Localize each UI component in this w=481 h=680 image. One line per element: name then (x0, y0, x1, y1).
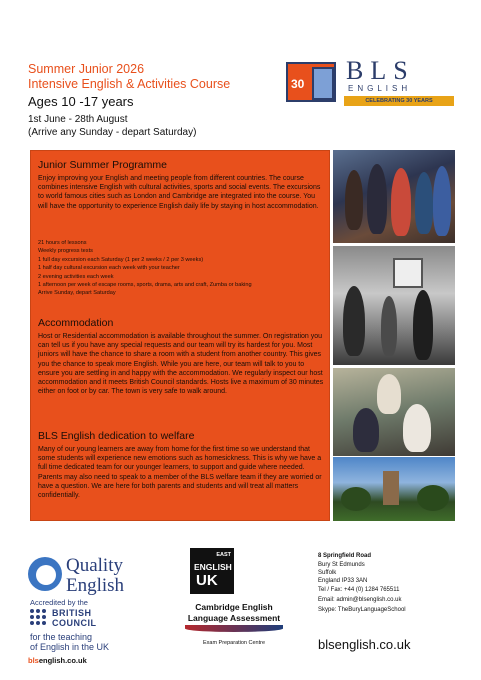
teaching-line2: of English in the UK (30, 642, 110, 652)
bc-line2: COUNCIL (52, 618, 97, 628)
qe-line2: English (66, 575, 125, 596)
footer-url-suffix: english.co.uk (38, 656, 87, 665)
quality-english-logo (28, 555, 158, 595)
students-group-photo (333, 150, 455, 243)
address-line: Bury St Edmunds (318, 562, 365, 568)
accommodation-body: Host or Residential accommodation is available throughout the summer. On registration you can tell us if you have any special requests and our team will try its hardest for you. Most juniors will have the chance to share a room with a student from another country. This gives you the chance to speak more English. While you are here, our team will talk to you to ensure you are settling in and happy with the accommodation. We regularly inspect our host accommodation and it meets British Council standards. Hosts live a maximum of 30 minutes either on foot or by car. The town is very safe to walk around. (38, 333, 324, 396)
website-link[interactable]: blsenglish.co.uk (318, 637, 411, 652)
welfare-body: Many of our young learners are away from home for the first time so we understand that some students will experience new emotions such as homesickness. This is why we have a full time dedicated team for our younger learners, to support and guide where needed. Parents may also need to speak to a member of the BLS welfare team if they are worried or have a question. We are here for both parents and students and will treat all matters confidentially. (38, 446, 322, 500)
cambridge-line1: Cambridge English (195, 602, 273, 612)
list-item: Arrive Sunday, depart Saturday (38, 290, 116, 297)
logo-brand: BLS (346, 56, 415, 85)
contact-address (318, 551, 468, 615)
tower-icon (312, 67, 334, 100)
accredited-label: Accredited by the (30, 598, 88, 607)
course-arrival-note: (Arrive any Sunday - depart Saturday) (28, 127, 197, 138)
cathedral-garden-photo (333, 457, 455, 521)
course-header (28, 62, 278, 139)
address-line: England IP33 3AN (318, 578, 368, 584)
contact-email[interactable]: Email: admin@blsenglish.co.uk (318, 597, 402, 603)
logo-subtitle: ENGLISH (348, 84, 412, 93)
info-panel (30, 150, 330, 521)
list-item: 1 full day excursion each Saturday (1 per 2 weeks / 2 per 3 weeks) (38, 256, 204, 263)
bc-line1: BRITISH (52, 608, 92, 618)
footer-url-prefix: bls (28, 656, 39, 665)
footer-url[interactable] (28, 656, 87, 665)
programme-title: Junior Summer Programme (38, 159, 167, 171)
contact-skype: Skype: TheBuryLanguageSchool (318, 607, 406, 613)
list-item: 1 half day cultural excursion each week with your teacher (38, 265, 180, 272)
euk-region: EAST (216, 552, 231, 558)
british-council-icon (30, 609, 48, 627)
programme-body: Enjoy improving your English and meeting people from different countries. The course combines intensive English with cultural activities, sports and social events. The excursions to world famous cities such as London and Cambridge are integrated into the course. You will have the opportunity to experience English daily life by staying in host accommodation. (38, 175, 321, 210)
logo-emblem (286, 62, 336, 102)
quality-english-icon (28, 557, 62, 591)
list-item: Weekly progress tests (38, 248, 93, 255)
exam-centre-label: Exam Preparation Centre (202, 640, 266, 646)
bls-logo (286, 52, 456, 108)
course-dates: 1st June - 28th August (28, 114, 128, 125)
list-item: 2 evening activities each week (38, 273, 114, 280)
welfare-title: BLS English dedication to welfare (38, 430, 195, 442)
contact-phone: Tel / Fax: +44 (0) 1284 765511 (318, 587, 400, 593)
host-family-photo (333, 368, 455, 456)
course-subtitle: Intensive English & Activities Course (28, 77, 231, 91)
euk-line1: ENGLISH (194, 562, 232, 572)
gallery-visit-photo (333, 246, 455, 365)
programme-bullets (38, 239, 326, 298)
list-item: 21 hours of lessons (38, 240, 87, 246)
accommodation-title: Accommodation (38, 317, 114, 329)
cambridge-swoosh-icon (185, 625, 283, 632)
qe-line1: Quality (66, 555, 123, 576)
logo-number: 30 (291, 77, 305, 91)
course-title: Summer Junior 2026 (28, 62, 145, 76)
address-line: Suffolk (318, 570, 337, 576)
logo-anniversary-band: CELEBRATING 30 YEARS (344, 96, 454, 106)
list-item: 1 afternoon per week of escape rooms, sports, drama, arts and craft, Zumba or baking (38, 282, 252, 289)
cambridge-line2: Language Assessment (187, 613, 281, 623)
teaching-line1: for the teaching (30, 632, 93, 642)
british-council-logo (30, 607, 150, 629)
address-line: 8 Springfield Road (318, 553, 372, 559)
course-ages: Ages 10 -17 years (28, 94, 134, 109)
english-uk-logo (190, 548, 234, 594)
euk-line2: UK (196, 572, 218, 589)
